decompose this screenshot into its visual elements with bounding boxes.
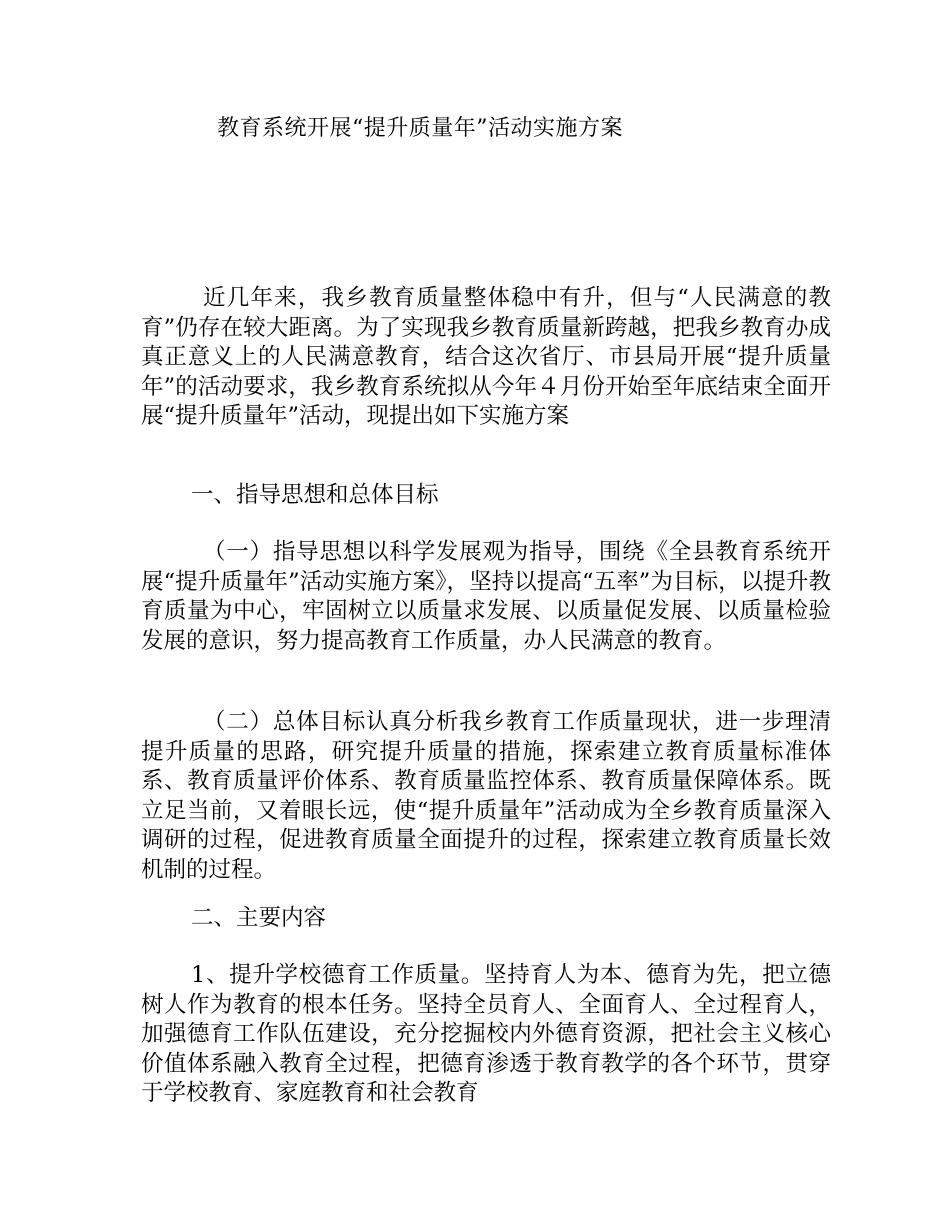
intro-paragraph: 近几年来，我乡教育质量整体稳中有升，但与“人民满意的教育”仍存在较大距离。为了实现我乡教育质量新跨越，把我乡教育办成真正意义上的人民满意教育，结合这次省厅、市县局开展“提升质量年”的活动要求，我乡教育系统拟从今年４月份开始至年底结束全面开展“提升质量年”活动，现提出如下实施方案	[141, 285, 831, 429]
document-title: 教育系统开展“提升质量年”活动实施方案	[217, 116, 623, 141]
intro-block	[141, 284, 831, 432]
section1-p2-block	[141, 708, 831, 885]
section2-heading-block	[141, 904, 831, 934]
section2-heading: 二、主要内容	[191, 905, 327, 931]
moral-education-paragraph: 1、提升学校德育工作质量。坚持育人为本、德育为先，把立德树人作为教育的根本任务。坚持全员育人、全面育人、全过程育人，加强德育工作队伍建设，充分挖掘校内外德育资源，把社会主义核心价值体系融入教育全过程，把德育渗透于教育教学的各个环节，贯穿于学校教育、家庭教育和社会教育	[141, 962, 831, 1106]
guiding-ideology-paragraph: （一）指导思想以科学发展观为指导，围绕《全县教育系统开展“提升质量年”活动实施方案》，坚持以提高“五率”为目标，以提升教育质量为中心，牢固树立以质量求发展、以质量促发展、以质量检验发展的意识，努力提高教育工作质量，办人民满意的教育。	[141, 539, 831, 654]
section1-heading: 一、指导思想和总体目标	[191, 482, 439, 508]
section1-heading-block	[141, 481, 831, 511]
overall-goal-paragraph: （二）总体目标认真分析我乡教育工作质量现状，进一步理清提升质量的思路，研究提升质量的措施，探索建立教育质量标准体系、教育质量评价体系、教育质量监控体系、教育质量保障体系。既立足当前，又着眼长远，使“提升质量年”活动成为全乡教育质量深入调研的过程，促进教育质量全面提升的过程，探索建立教育质量长效机制的过程。	[141, 709, 831, 883]
section2-p1-block	[141, 961, 831, 1109]
section1-p1-block	[141, 538, 831, 656]
